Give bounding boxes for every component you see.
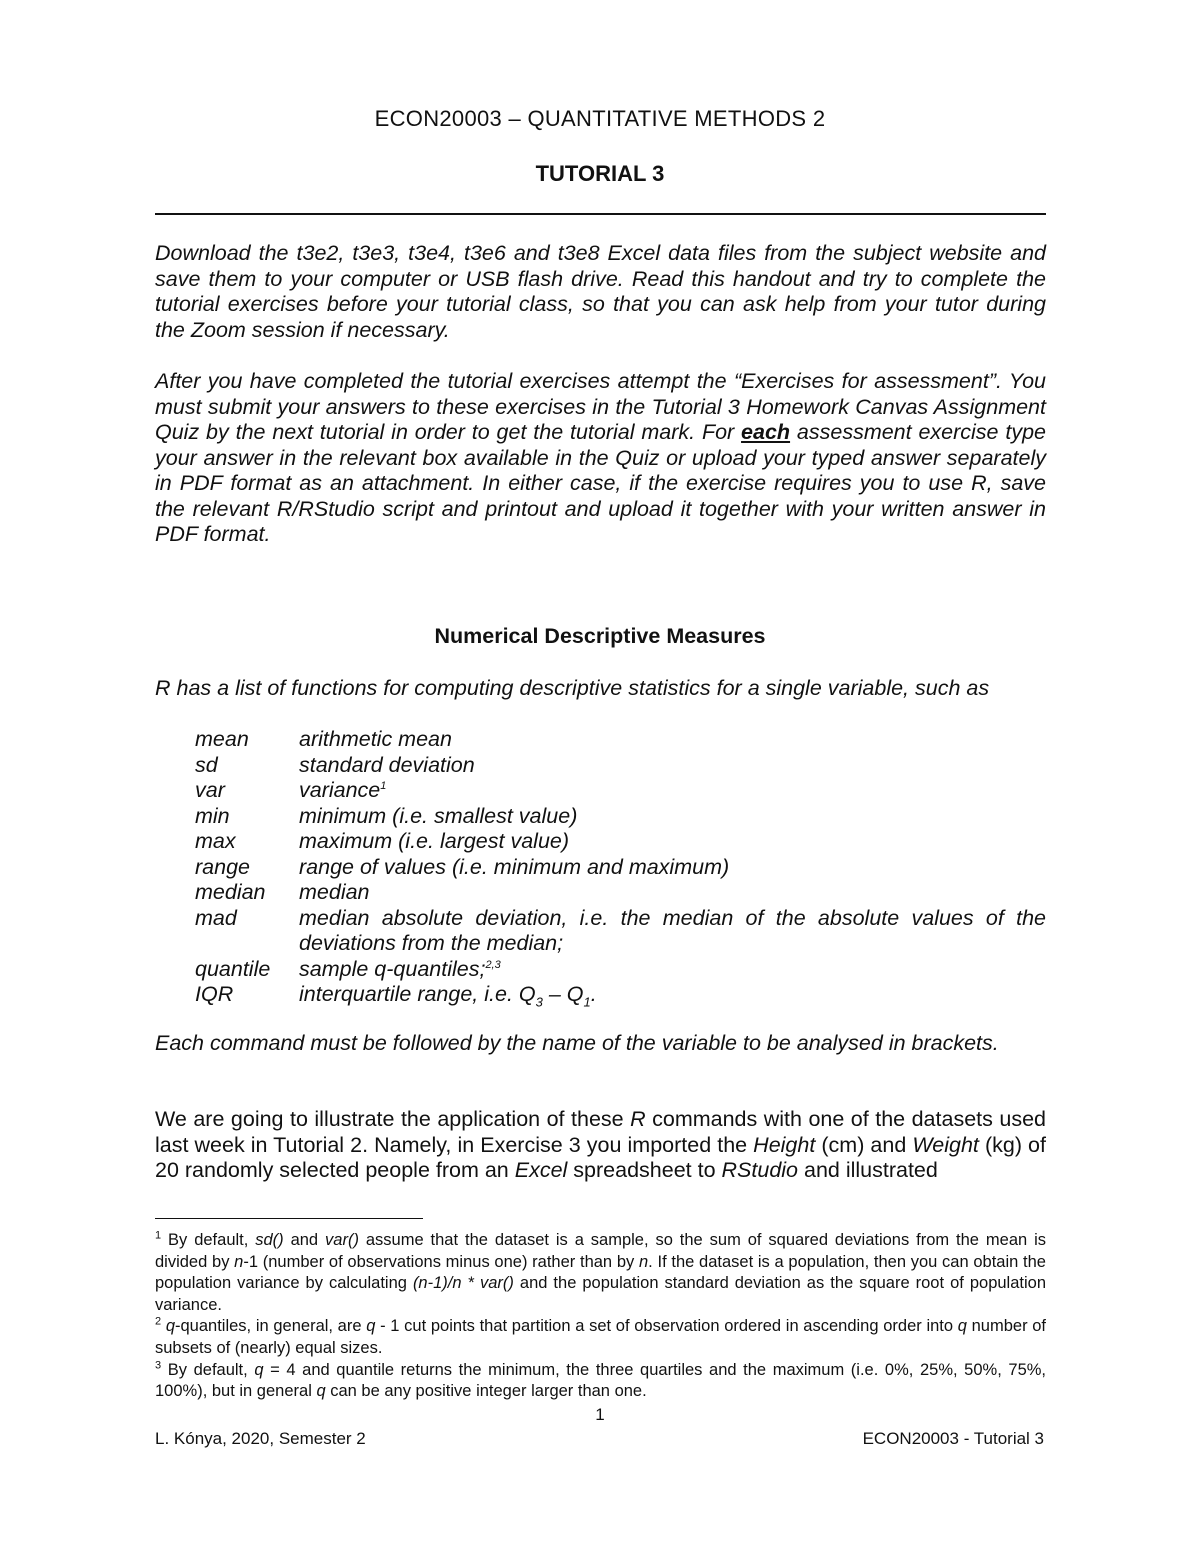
subscript: 3 — [535, 994, 543, 1010]
assessment-paragraph — [155, 369, 1046, 548]
footnote-mark: 1 — [155, 1229, 162, 1242]
function-desc — [299, 982, 1046, 1015]
illustration-text: commands with one of the datasets used last week in Tutorial 2. Namely, in Exercise 3 you imported the — [155, 1107, 1046, 1157]
function-desc-text: variance — [299, 778, 381, 802]
function-name: var — [195, 778, 225, 802]
footnote-2 — [155, 1316, 1046, 1359]
footer-author: L. Kónya, 2020, Semester 2 — [155, 1429, 366, 1448]
course-title: ECON20003 – QUANTITATIVE METHODS 2 — [374, 106, 826, 131]
footnote-mark: 3 — [155, 1359, 162, 1372]
footnote-ref: 2,3 — [485, 958, 501, 971]
code-term: var() — [325, 1231, 359, 1249]
illustration-text: We are going to illustrate the application of these — [155, 1107, 631, 1131]
function-desc-text: sample q-quantiles; — [299, 956, 486, 981]
assessment-emphasis: each — [741, 420, 791, 444]
footer-course: ECON20003 - Tutorial 3 — [862, 1429, 1044, 1448]
footnote-text: By default, — [161, 1360, 255, 1379]
r-term: R — [630, 1107, 646, 1131]
function-row — [195, 727, 1046, 753]
function-desc: minimum (i.e. smallest value) — [299, 803, 578, 828]
section-heading: Numerical Descriptive Measures — [434, 624, 766, 648]
section-intro: R has a list of functions for computing descriptive statistics for a single variable, such as — [155, 676, 990, 700]
footnote-text: and — [283, 1231, 326, 1249]
footnote-text: By default, — [161, 1231, 256, 1249]
footnote-text: -1 (number of observations minus one) rather than by — [243, 1252, 639, 1271]
title-divider — [155, 213, 1046, 215]
function-desc — [299, 957, 1046, 983]
function-desc: median absolute deviation, i.e. the median of the absolute values of the deviations from the median; — [299, 905, 1046, 955]
math-term: q — [366, 1317, 376, 1336]
illustration-text: (kg) of 20 randomly selected people from an — [155, 1132, 1046, 1182]
footnote-3 — [155, 1360, 1046, 1403]
excel-term: Excel — [514, 1158, 568, 1182]
math-term: q — [254, 1360, 264, 1379]
intro-paragraph: Download the t3e2, t3e3, t3e4, t3e6 and t3e8 Excel data files from the subject website and save them to your computer or USB flash drive. Read this handout and try to complete the tutorial exercises before your tutorial class, so that you can ask help from your tutor during the Zoom session if necessary. — [155, 241, 1046, 342]
function-name: max — [195, 829, 236, 853]
function-row — [195, 753, 1046, 779]
function-row — [195, 957, 1046, 983]
footnote-divider — [155, 1218, 423, 1219]
function-desc: range of values (i.e. minimum and maximum) — [299, 854, 730, 879]
function-row — [195, 880, 1046, 906]
assessment-text-after: assessment exercise type your answer in the relevant box available in the Quiz or upload your typed answer separately in PDF format as an attachment. In either case, if the exercise requires you to use R, save the relevant R/RStudio script and printout and upload it together with your written answer in PDF format. — [155, 420, 1046, 546]
footnote-text: number of subsets of (nearly) equal sizes. — [155, 1317, 1047, 1357]
each-command-note: Each command must be followed by the name of the variable to be analysed in brackets. — [155, 1031, 999, 1055]
function-row — [195, 829, 1046, 855]
height-term: Height — [753, 1132, 816, 1157]
function-name: min — [195, 803, 230, 828]
function-name: IQR — [195, 982, 234, 1006]
footnote-mark: 2 — [155, 1315, 162, 1328]
illustration-text: and illustrated — [798, 1158, 938, 1182]
math-term: q — [165, 1317, 176, 1336]
function-row — [195, 906, 1046, 957]
math-term: n — [638, 1252, 649, 1271]
footnote-text: assume that the dataset is a sample, so the sum of squared deviations from the mean is divided by — [155, 1231, 1046, 1271]
function-name: mad — [195, 905, 237, 930]
function-name: range — [195, 854, 250, 879]
footnote-text: - 1 cut points that partition a set of observation ordered in ascending order into — [375, 1317, 958, 1336]
function-desc: arithmetic mean — [299, 727, 452, 751]
page-number: 1 — [595, 1405, 605, 1424]
math-term: n — [234, 1252, 244, 1271]
illustration-text: spreadsheet to — [567, 1158, 722, 1182]
function-desc: median — [299, 880, 370, 904]
footnote-text: -quantiles, in general, are — [175, 1317, 367, 1336]
subscript: 1 — [583, 994, 591, 1010]
math-term: q — [316, 1382, 326, 1401]
footnotes — [155, 1230, 1046, 1403]
code-term: sd() — [255, 1231, 284, 1249]
function-desc-text: interquartile range, i.e. Q — [299, 982, 536, 1006]
math-term: q — [957, 1317, 967, 1336]
tutorial-title: TUTORIAL 3 — [535, 161, 665, 186]
function-desc — [299, 778, 1046, 804]
function-desc: standard deviation — [299, 752, 475, 777]
function-name: median — [195, 880, 266, 904]
function-name: sd — [195, 752, 218, 777]
footnote-ref: 1 — [380, 779, 387, 792]
function-row — [195, 778, 1046, 804]
footnote-text: . If the dataset is a population, then you can obtain the population variance by calculating — [155, 1252, 1046, 1293]
rstudio-term: RStudio — [721, 1158, 799, 1182]
formula: (n-1)/n * var() — [412, 1274, 514, 1293]
weight-term: Weight — [912, 1132, 979, 1157]
illustration-paragraph — [155, 1107, 1046, 1184]
function-list — [195, 727, 1046, 1015]
footnote-text: and the population standard deviation as the square root of population variance. — [155, 1274, 1046, 1314]
assessment-text-before: After you have completed the tutorial exercises attempt the “Exercises for assessment”. You must submit your answers to these exercises in the Tutorial 3 Homework Canvas Assignment Quiz by the next tutorial in order to get the tutorial mark. For — [155, 369, 1046, 444]
function-row — [195, 804, 1046, 830]
function-name: mean — [195, 727, 249, 751]
footnote-text: can be any positive integer larger than one. — [325, 1382, 647, 1401]
function-row — [195, 982, 1046, 1015]
illustration-text: (cm) and — [815, 1132, 913, 1157]
function-row — [195, 855, 1046, 881]
footnote-1 — [155, 1230, 1046, 1316]
function-name: quantile — [195, 956, 271, 981]
function-desc-text: – Q — [542, 982, 584, 1006]
function-desc-text: . — [590, 982, 597, 1006]
footnote-text: = 4 and quantile returns the minimum, the three quartiles and the maximum (i.e. 0%, 25%, 50%, 75%, 100%), but in general — [155, 1360, 1046, 1401]
function-desc: maximum (i.e. largest value) — [299, 829, 570, 853]
